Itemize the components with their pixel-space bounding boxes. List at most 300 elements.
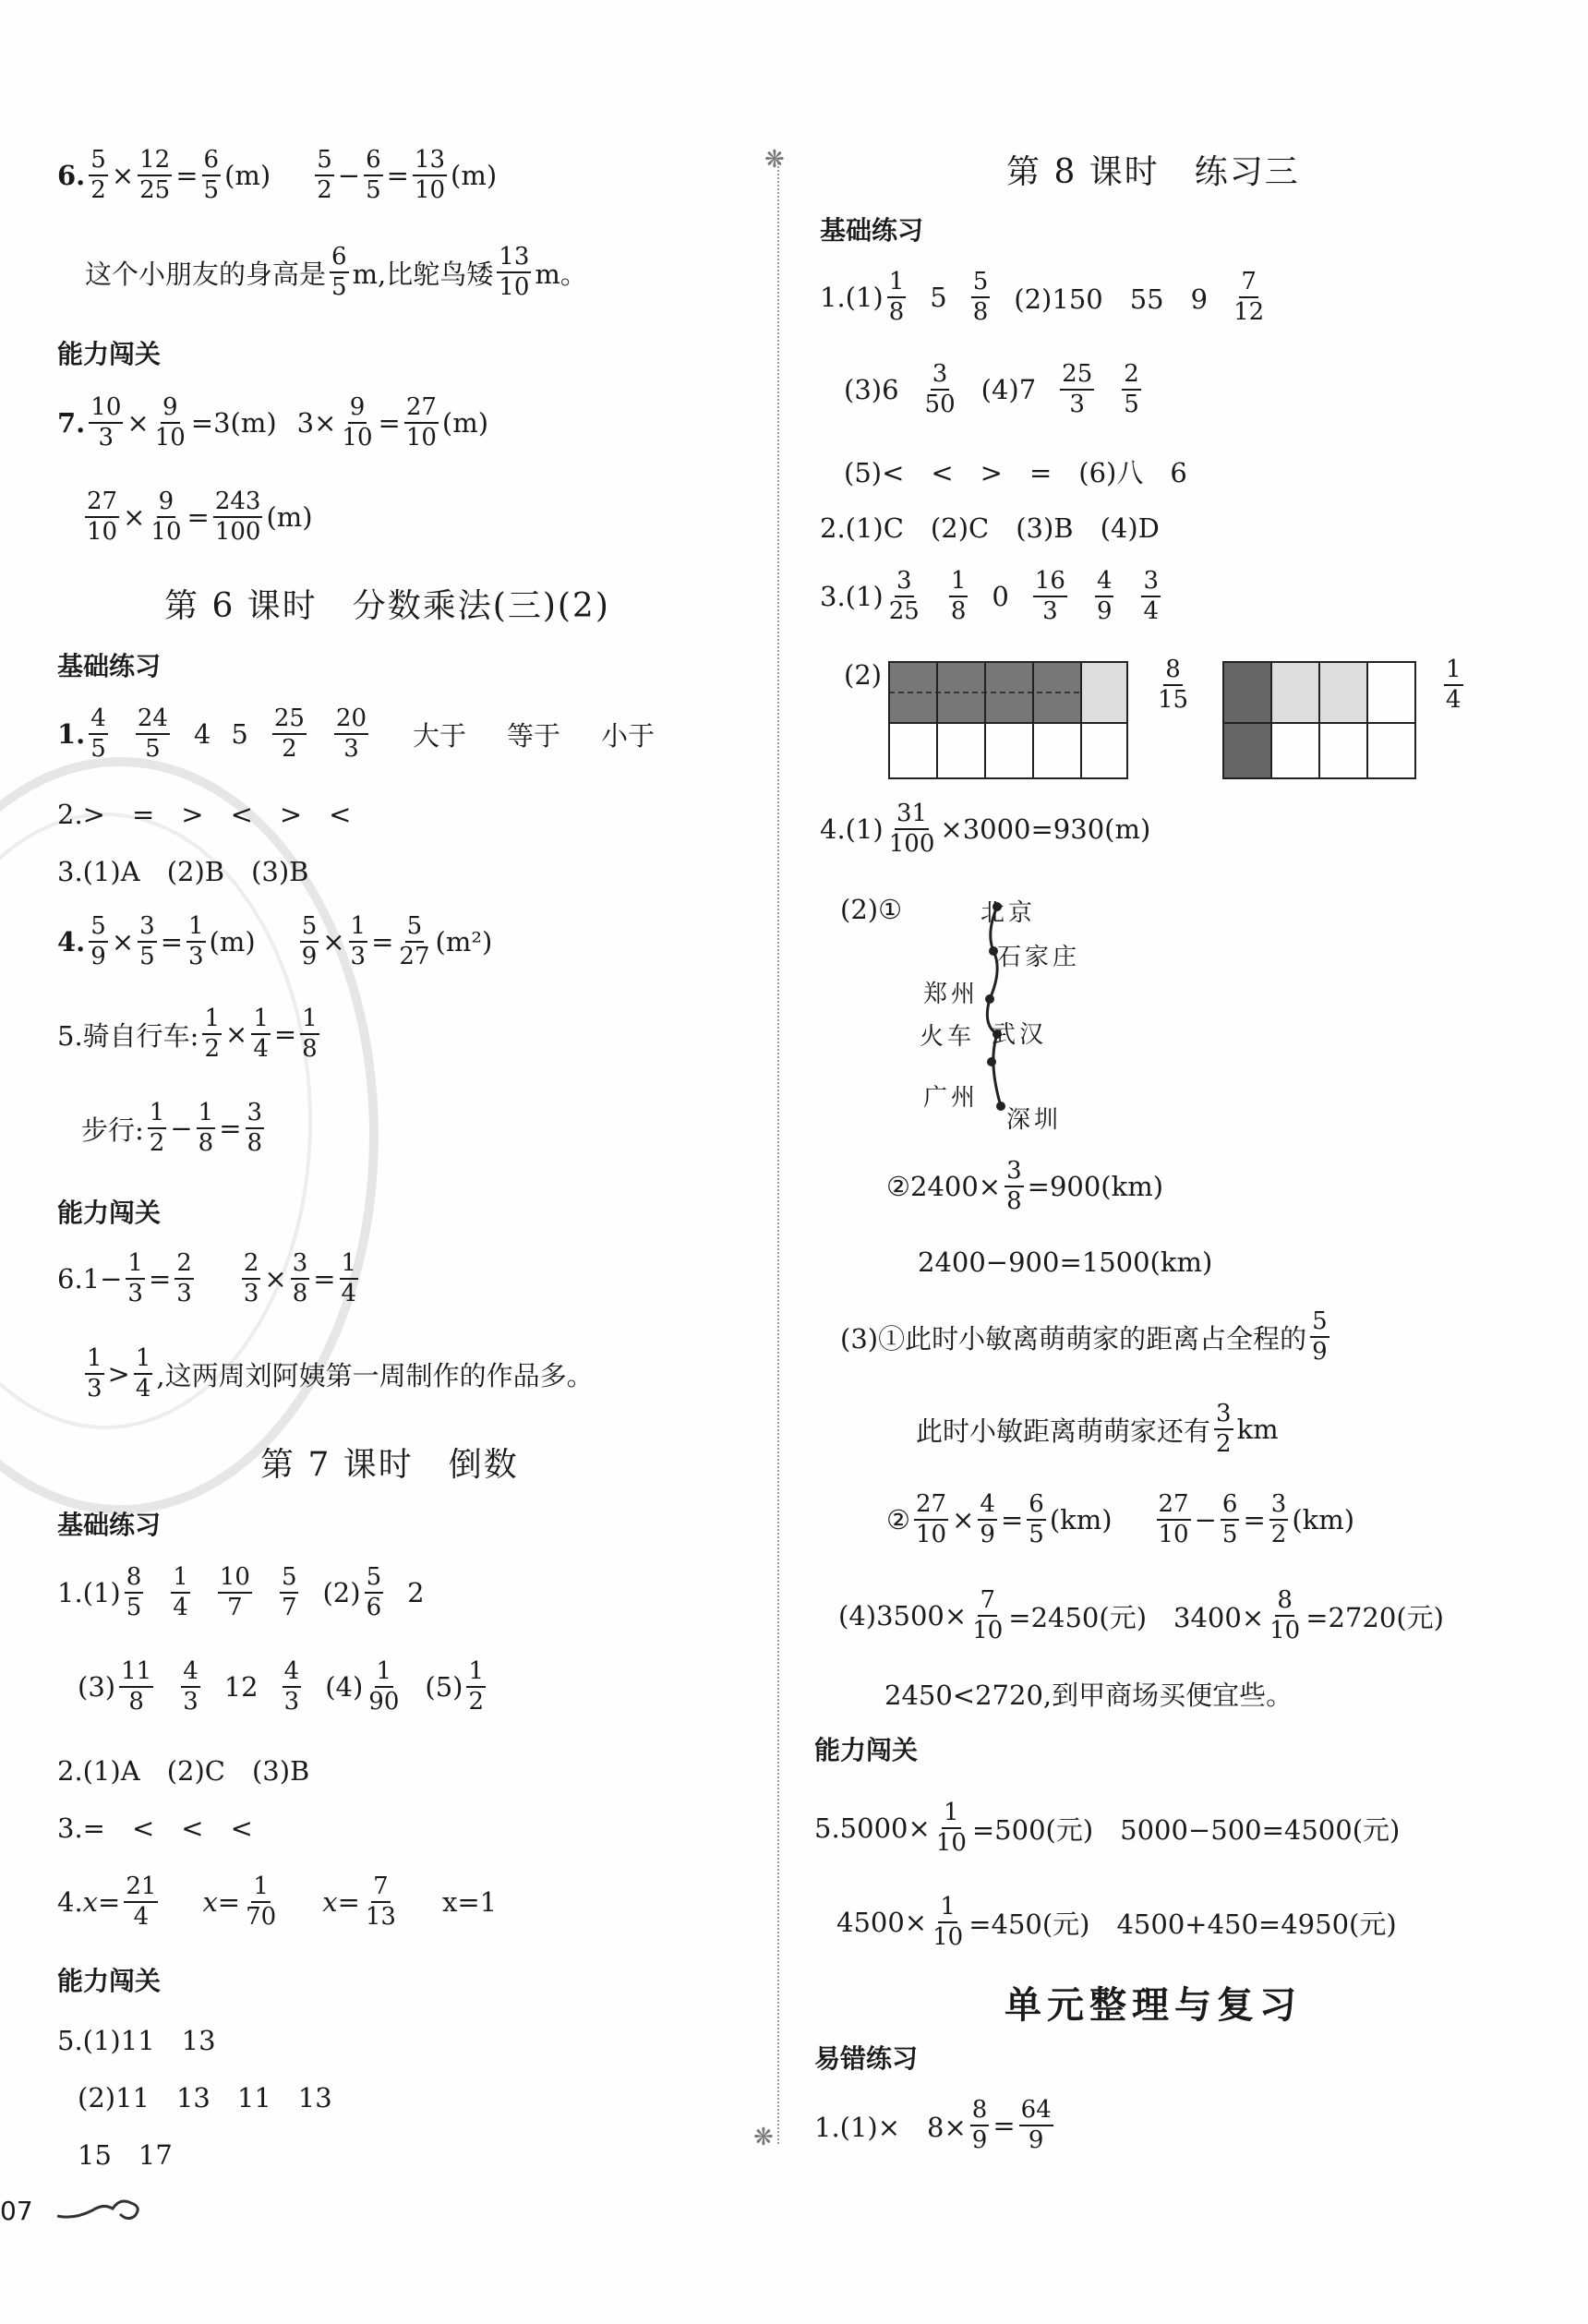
- fraction: [365, 1565, 384, 1621]
- numerator: 8: [125, 1565, 144, 1594]
- denominator: 9: [971, 2126, 988, 2155]
- fraction: [1156, 657, 1190, 714]
- numerator: 3: [931, 362, 950, 391]
- numerator: 7: [1239, 270, 1258, 298]
- fraction: [283, 1659, 302, 1716]
- fraction: [300, 914, 319, 970]
- shaded-region: [1223, 662, 1271, 778]
- lesson7-answer-5a: 5.(1)11 13: [57, 2025, 216, 2056]
- fraction: [1095, 569, 1114, 625]
- answer-text: ②2400×: [886, 1171, 1002, 1203]
- fraction: [315, 148, 334, 204]
- fraction: [218, 1565, 252, 1621]
- fraction: [340, 395, 374, 452]
- denominator: 8: [198, 1129, 214, 1158]
- denominator: 4: [1143, 597, 1160, 626]
- operator: ×: [111, 160, 135, 192]
- numerator: 27: [914, 1492, 948, 1521]
- fraction: [148, 1101, 167, 1157]
- answer-text: 步行:: [81, 1114, 144, 1146]
- section-heading: 基础练习: [57, 1510, 162, 1540]
- fraction: [923, 362, 957, 418]
- lesson7-answer-4: [57, 1874, 497, 1931]
- answer-text: 此时小敏距离萌萌家还有: [916, 1415, 1211, 1447]
- denominator: 25: [139, 176, 171, 205]
- section-heading: 基础练习: [820, 215, 924, 246]
- numerator: 9: [348, 395, 367, 424]
- denominator: 3: [98, 424, 114, 452]
- denominator: 25: [888, 597, 920, 626]
- denominator: 9: [301, 943, 318, 971]
- lesson8-answer-3a: [820, 569, 1164, 625]
- fraction: [1221, 1492, 1240, 1548]
- denominator: 12: [1233, 298, 1265, 327]
- lesson6-answer-2: 2.> = > < > <: [57, 799, 352, 830]
- denominator: 100: [214, 518, 261, 547]
- numerator: 25: [272, 706, 307, 735]
- numerator: 1: [887, 270, 907, 298]
- fraction: [397, 914, 431, 970]
- denominator: 2: [149, 1129, 165, 1158]
- fraction: [1310, 1309, 1329, 1366]
- fraction: [970, 1588, 1005, 1644]
- fraction: [272, 706, 307, 763]
- operator: =: [98, 1886, 121, 1919]
- numerator: 6: [1027, 1492, 1046, 1521]
- lesson8-answer-4c: [886, 1159, 1163, 1215]
- numerator: 3: [1214, 1402, 1233, 1430]
- answer-7-line1: [57, 395, 488, 452]
- lesson7-answer-1a: [57, 1565, 425, 1621]
- denominator: 8: [950, 597, 967, 626]
- numerator: 16: [1033, 569, 1067, 597]
- answer-text: 5.骑自行车:: [57, 1019, 199, 1052]
- answer-text: 4.(1): [820, 813, 884, 846]
- numerator: 10: [218, 1565, 252, 1594]
- denominator: 2: [282, 735, 297, 764]
- numerator: 3: [1141, 569, 1161, 597]
- fraction: [330, 245, 349, 301]
- answer-text: 4500×: [836, 1907, 928, 1939]
- denominator: 10: [1269, 1617, 1301, 1645]
- fraction: [1444, 657, 1463, 714]
- denominator: 3: [1042, 597, 1058, 626]
- lesson-8-title: 第 8 课时 练习三: [1006, 153, 1300, 191]
- page-number: 07: [0, 2196, 33, 2226]
- denominator: 8: [292, 1280, 308, 1308]
- operator: ×: [126, 407, 150, 440]
- fraction: [85, 1346, 104, 1403]
- operator: ×: [123, 501, 146, 534]
- fraction: [125, 1565, 144, 1621]
- denominator: 8: [972, 298, 989, 327]
- fraction: [1005, 1159, 1024, 1215]
- grid-1-answer: [1152, 657, 1194, 714]
- section-heading: 能力闯关: [57, 1966, 162, 1996]
- denominator: 70: [246, 1903, 277, 1932]
- fraction: [364, 148, 383, 204]
- denominator: 3: [343, 735, 359, 764]
- unit: (km): [1049, 1504, 1113, 1536]
- lesson8-answer-4g: ② $\frac{27}{10}$ × $\frac{4}{9}$ = $\frac{6}{5}$ (km) $\frac{27}{10}$ − $\frac{6}{5}$ = $\frac{3}{2}$ (km): [886, 1490, 1355, 1549]
- numerator: 243: [213, 489, 263, 518]
- section-heading: 能力闯关: [814, 1735, 919, 1765]
- lesson8-answer-4i: 2450<2720,到甲商场买便宜些。: [884, 1680, 1293, 1711]
- fraction: [89, 706, 108, 763]
- denominator: 9: [1096, 597, 1113, 626]
- operator: =: [378, 407, 401, 440]
- numerator: 3: [895, 569, 914, 597]
- light-region: [1081, 662, 1127, 723]
- answer-6-line2: [85, 245, 587, 301]
- operator: =: [175, 160, 198, 192]
- denominator: 6: [366, 1594, 382, 1622]
- answer-text: 这个小朋友的身高是: [85, 258, 327, 290]
- denominator: 10: [405, 424, 437, 452]
- numerator: 20: [334, 706, 368, 735]
- answer-text: m,比鸵鸟矮: [352, 258, 494, 290]
- denominator: 5: [126, 1594, 142, 1622]
- answer-text: x=1: [441, 1886, 498, 1919]
- numerator: 6: [364, 148, 383, 176]
- variable: x: [82, 1886, 99, 1919]
- denominator: 9: [1028, 2126, 1044, 2155]
- fraction: [914, 1492, 948, 1548]
- answer-text: km: [1236, 1414, 1279, 1446]
- fraction: [349, 914, 368, 970]
- numerator: 3: [291, 1251, 310, 1280]
- denominator: 4: [253, 1035, 269, 1064]
- denominator: 8: [302, 1035, 318, 1064]
- knot-icon: ❋: [753, 2124, 774, 2151]
- denominator: 5: [366, 176, 381, 205]
- lesson8-answer-1c: (5)< < > = (6)八 6: [844, 457, 1187, 488]
- denominator: 2: [90, 176, 106, 205]
- answer-text: 1.(1): [57, 1577, 121, 1609]
- lesson6-answer-5b: 步行: $\frac{1}{2}$ − $\frac{1}{8}$ = $\frac{3}{8}$: [81, 1099, 263, 1158]
- fraction: [887, 270, 907, 326]
- answer-text: 6.1−: [57, 1263, 123, 1295]
- numerator: 2: [174, 1251, 194, 1280]
- numerator: 2: [1122, 362, 1141, 391]
- fraction: [136, 706, 170, 763]
- lesson7-answer-5c: 15 17: [78, 2139, 173, 2171]
- answer-text: =2720(元): [1305, 1601, 1444, 1633]
- fraction: [1214, 1402, 1233, 1458]
- denominator: 3: [183, 1688, 198, 1716]
- question-number: 1.: [57, 718, 86, 751]
- fraction: [300, 1006, 319, 1063]
- answer-text: =900(km): [1027, 1171, 1164, 1203]
- numerator: 8: [1163, 657, 1183, 686]
- fraction: [181, 1659, 200, 1716]
- denominator: 10: [1158, 1521, 1189, 1549]
- unit: (m): [441, 407, 489, 440]
- numerator: 4: [181, 1659, 200, 1688]
- numerator: 3: [1005, 1159, 1024, 1187]
- answer-text: 3×: [296, 407, 337, 440]
- operator: −: [337, 160, 361, 192]
- lesson6-answer-3: 3.(1)A (2)B (3)B: [57, 856, 309, 887]
- numerator: 1: [186, 914, 206, 943]
- denominator: 10: [499, 273, 530, 302]
- fraction: [1027, 1492, 1046, 1548]
- denominator: 90: [368, 1688, 400, 1716]
- map-label-shijiazhuang: 石家庄: [997, 944, 1081, 971]
- denominator: 4: [1446, 686, 1462, 715]
- numerator: 25: [1060, 362, 1094, 391]
- fraction: [931, 1895, 965, 1951]
- numerator: 1: [375, 1659, 394, 1688]
- fraction: [1157, 1492, 1191, 1548]
- numerator: 4: [283, 1659, 302, 1688]
- answer-text: (2): [844, 659, 883, 691]
- fraction: [1268, 1588, 1302, 1644]
- city-dot: [987, 1057, 996, 1066]
- review-answer-1: 1.(1)× 8× $\frac{8}{9}$ = $\frac{64}{9}$: [814, 2096, 1052, 2155]
- fraction: [197, 1101, 216, 1157]
- fraction: [89, 914, 108, 970]
- denominator: 9: [90, 943, 106, 971]
- numerator: 3: [1269, 1492, 1289, 1521]
- lesson7-answer-1b: [78, 1659, 489, 1716]
- numerator: 2: [242, 1251, 261, 1280]
- numerator: 12: [138, 148, 172, 176]
- answer-text: (2)150 55 9: [1014, 283, 1209, 315]
- denominator: 3: [1069, 391, 1085, 419]
- denominator: 10: [972, 1617, 1004, 1645]
- numerator: 1: [300, 1006, 319, 1035]
- fraction: [934, 1800, 968, 1857]
- answer-text: 3.(1): [820, 581, 884, 613]
- denominator: 8: [128, 1688, 144, 1716]
- denominator: 5: [1221, 1521, 1238, 1549]
- unit: (m): [451, 160, 498, 192]
- fraction: [202, 148, 222, 204]
- denominator: 8: [247, 1129, 263, 1158]
- denominator: 10: [154, 424, 186, 452]
- denominator: 3: [350, 943, 367, 971]
- fraction: [138, 148, 172, 204]
- fraction: [1060, 362, 1094, 418]
- numerator: 1: [85, 1346, 104, 1375]
- denominator: 3: [176, 1280, 192, 1308]
- answer-text: (5): [425, 1671, 463, 1704]
- answer-text: 5: [930, 282, 947, 314]
- numerator: 31: [895, 801, 929, 830]
- denominator: 2: [204, 1035, 220, 1064]
- answer-text: 1.(1): [820, 282, 884, 314]
- map-label-wuhan: 武汉: [992, 1021, 1048, 1049]
- numerator: 27: [85, 489, 119, 518]
- lesson6-answer-6b: $\frac{1}{3}$ > $\frac{1}{4}$ ,这两周刘阿姨第一周制作的作品多。: [87, 1344, 594, 1403]
- lesson8-answer-1b: [844, 362, 1145, 418]
- answer-text: 12: [223, 1671, 259, 1704]
- fraction: [186, 914, 206, 970]
- map-label-shenzhen: 深圳: [1006, 1106, 1063, 1134]
- numerator: 1: [148, 1101, 167, 1129]
- numerator: 1: [349, 914, 368, 943]
- fraction: [340, 1251, 359, 1307]
- numerator: 8: [970, 2098, 990, 2126]
- answer-text: ,这两周刘阿姨第一周制作的作品多。: [156, 1359, 594, 1391]
- unit: (m): [224, 160, 271, 192]
- denominator: 27: [399, 943, 430, 971]
- lesson8-answer-4h: [838, 1588, 1444, 1644]
- answer-text: =2450(元) 3400×: [1008, 1601, 1265, 1633]
- numerator: 3: [138, 914, 157, 943]
- section-heading: 能力闯关: [57, 339, 162, 369]
- answer-text: =450(元) 4500+450=4950(元): [968, 1908, 1397, 1940]
- fraction: [138, 914, 157, 970]
- numerator: 5: [89, 914, 108, 943]
- answer-text: ②: [886, 1504, 910, 1536]
- lesson8-answer-2: 2.(1)C (2)C (3)B (4)D: [820, 512, 1160, 544]
- fraction: [978, 1492, 997, 1548]
- answer-text: 4.: [57, 1886, 83, 1919]
- knot-icon: ❋: [764, 146, 785, 174]
- variable: x: [322, 1886, 338, 1919]
- denominator: 10: [342, 424, 373, 452]
- answer-text: 0: [992, 581, 1009, 613]
- fraction: [887, 569, 921, 625]
- numerator: 1: [134, 1346, 153, 1375]
- fraction: [280, 1565, 299, 1621]
- numerator: 13: [497, 245, 531, 273]
- answer-text: (4): [325, 1671, 364, 1704]
- fraction: [970, 2098, 990, 2154]
- denominator: 2: [317, 176, 332, 205]
- map-label-huoche: 火车: [920, 1023, 976, 1051]
- lesson6-answer-1: [57, 706, 655, 763]
- denominator: 10: [414, 176, 446, 205]
- lesson8-answer-4a: [820, 801, 1150, 858]
- answer-text: m。: [535, 258, 587, 290]
- section-heading: 易错练习: [814, 2043, 919, 2074]
- denominator: 10: [87, 518, 118, 547]
- section-heading: 能力闯关: [57, 1198, 162, 1228]
- denominator: 5: [90, 735, 106, 764]
- operator: =: [386, 160, 409, 192]
- numerator: 5: [300, 914, 319, 943]
- denominator: 2: [1216, 1430, 1232, 1459]
- answer-text: 5: [231, 718, 248, 751]
- denominator: 4: [173, 1594, 188, 1622]
- denominator: 10: [150, 518, 182, 547]
- lesson7-answer-3: 3.= < < <: [57, 1812, 253, 1844]
- numerator: 11: [119, 1659, 153, 1688]
- answer-7-line2: [81, 489, 313, 546]
- answer-text: (2)①: [840, 894, 903, 925]
- city-dot: [996, 1102, 1005, 1111]
- answer-text: ×3000=930(m): [940, 813, 1151, 846]
- unit: (m): [209, 926, 256, 958]
- numerator: 7: [371, 1874, 391, 1903]
- denominator: 10: [932, 1923, 964, 1952]
- denominator: 3: [87, 1375, 102, 1403]
- numerator: 3: [246, 1101, 265, 1129]
- fraction: [153, 395, 187, 452]
- answer-text: 2: [407, 1577, 425, 1609]
- lesson6-answer-6a: 6.1− $\frac{1}{3}$ = $\frac{2}{3}$ $\frac{2}{3}$ × $\frac{3}{8}$ = $\frac{1}{4}$: [57, 1249, 357, 1308]
- fraction: [119, 1659, 153, 1716]
- denominator: 8: [1006, 1187, 1022, 1216]
- denominator: 4: [135, 1375, 151, 1403]
- numerator: 6: [202, 148, 222, 176]
- numerator: 6: [1221, 1492, 1240, 1521]
- fraction: [251, 1006, 271, 1063]
- denominator: 4: [133, 1903, 150, 1932]
- numerator: 1: [126, 1251, 145, 1280]
- fraction: [1141, 569, 1161, 625]
- fraction: [291, 1251, 310, 1307]
- fraction-grid-2: [1222, 661, 1416, 781]
- section-heading: 基础练习: [57, 651, 162, 681]
- fraction: [1232, 270, 1266, 326]
- answer-text: =3(m): [190, 407, 277, 440]
- fraction: [367, 1659, 401, 1716]
- denominator: 100: [888, 830, 935, 859]
- denominator: 3: [188, 943, 204, 971]
- fraction: [171, 1565, 190, 1621]
- fraction: [1122, 362, 1141, 418]
- numerator: 4: [1095, 569, 1114, 597]
- fraction: [213, 489, 263, 546]
- fraction: [1033, 569, 1067, 625]
- denominator: 5: [139, 943, 155, 971]
- fraction: [1019, 2098, 1053, 2154]
- answer-text: (3)6: [844, 374, 899, 406]
- numerator: 5: [405, 914, 425, 943]
- numerator: 1: [942, 1800, 961, 1829]
- lesson6-answer-4: 4. $\frac{5}{9}$ × $\frac{3}{5}$ = $\frac{1}{3}$ (m) $\frac{5}{9}$ × $\frac{1}{3}$ = $\frac{5}{27}$ (m²): [57, 912, 493, 971]
- fraction: [971, 270, 991, 326]
- grid-2-answer: [1440, 657, 1467, 714]
- answer-text: 4: [193, 718, 211, 751]
- question-number: 6.: [57, 160, 86, 192]
- answer-text: 1.(1)× 8×: [814, 2111, 967, 2143]
- denominator: 10: [916, 1521, 947, 1549]
- denominator: 4: [341, 1280, 357, 1308]
- lesson8-answer-1a: [820, 270, 1269, 326]
- lesson7-answer-5b: (2)11 13 11 13: [78, 2082, 332, 2113]
- fraction: [887, 801, 937, 858]
- map-label-beijing: 北京: [980, 899, 1037, 927]
- variable: x: [202, 1886, 218, 1919]
- numerator: 10: [89, 395, 123, 424]
- question-number: 7.: [57, 407, 86, 440]
- numerator: 1: [171, 1565, 190, 1594]
- fraction: [497, 245, 531, 301]
- fraction: [1269, 1492, 1289, 1548]
- numerator: 9: [161, 395, 180, 424]
- numerator: 1: [949, 569, 968, 597]
- map-label-zhengzhou: 郑州: [923, 981, 980, 1008]
- numerator: 7: [978, 1588, 997, 1617]
- answer-text: 大于: [413, 719, 467, 752]
- lesson8-answer-4e: [840, 1309, 1333, 1366]
- numerator: 4: [89, 706, 108, 735]
- denominator: 13: [365, 1903, 396, 1932]
- operator: =: [186, 501, 210, 534]
- denominator: 3: [127, 1280, 143, 1308]
- fraction: [242, 1251, 261, 1307]
- lesson8-answer-4d: 2400−900=1500(km): [918, 1246, 1213, 1278]
- fraction-grid-1: [888, 661, 1128, 781]
- numerator: 9: [157, 489, 176, 518]
- answer-text: (3)①此时小敏离萌萌家的距离占全程的: [840, 1322, 1307, 1355]
- numerator: 24: [136, 706, 170, 735]
